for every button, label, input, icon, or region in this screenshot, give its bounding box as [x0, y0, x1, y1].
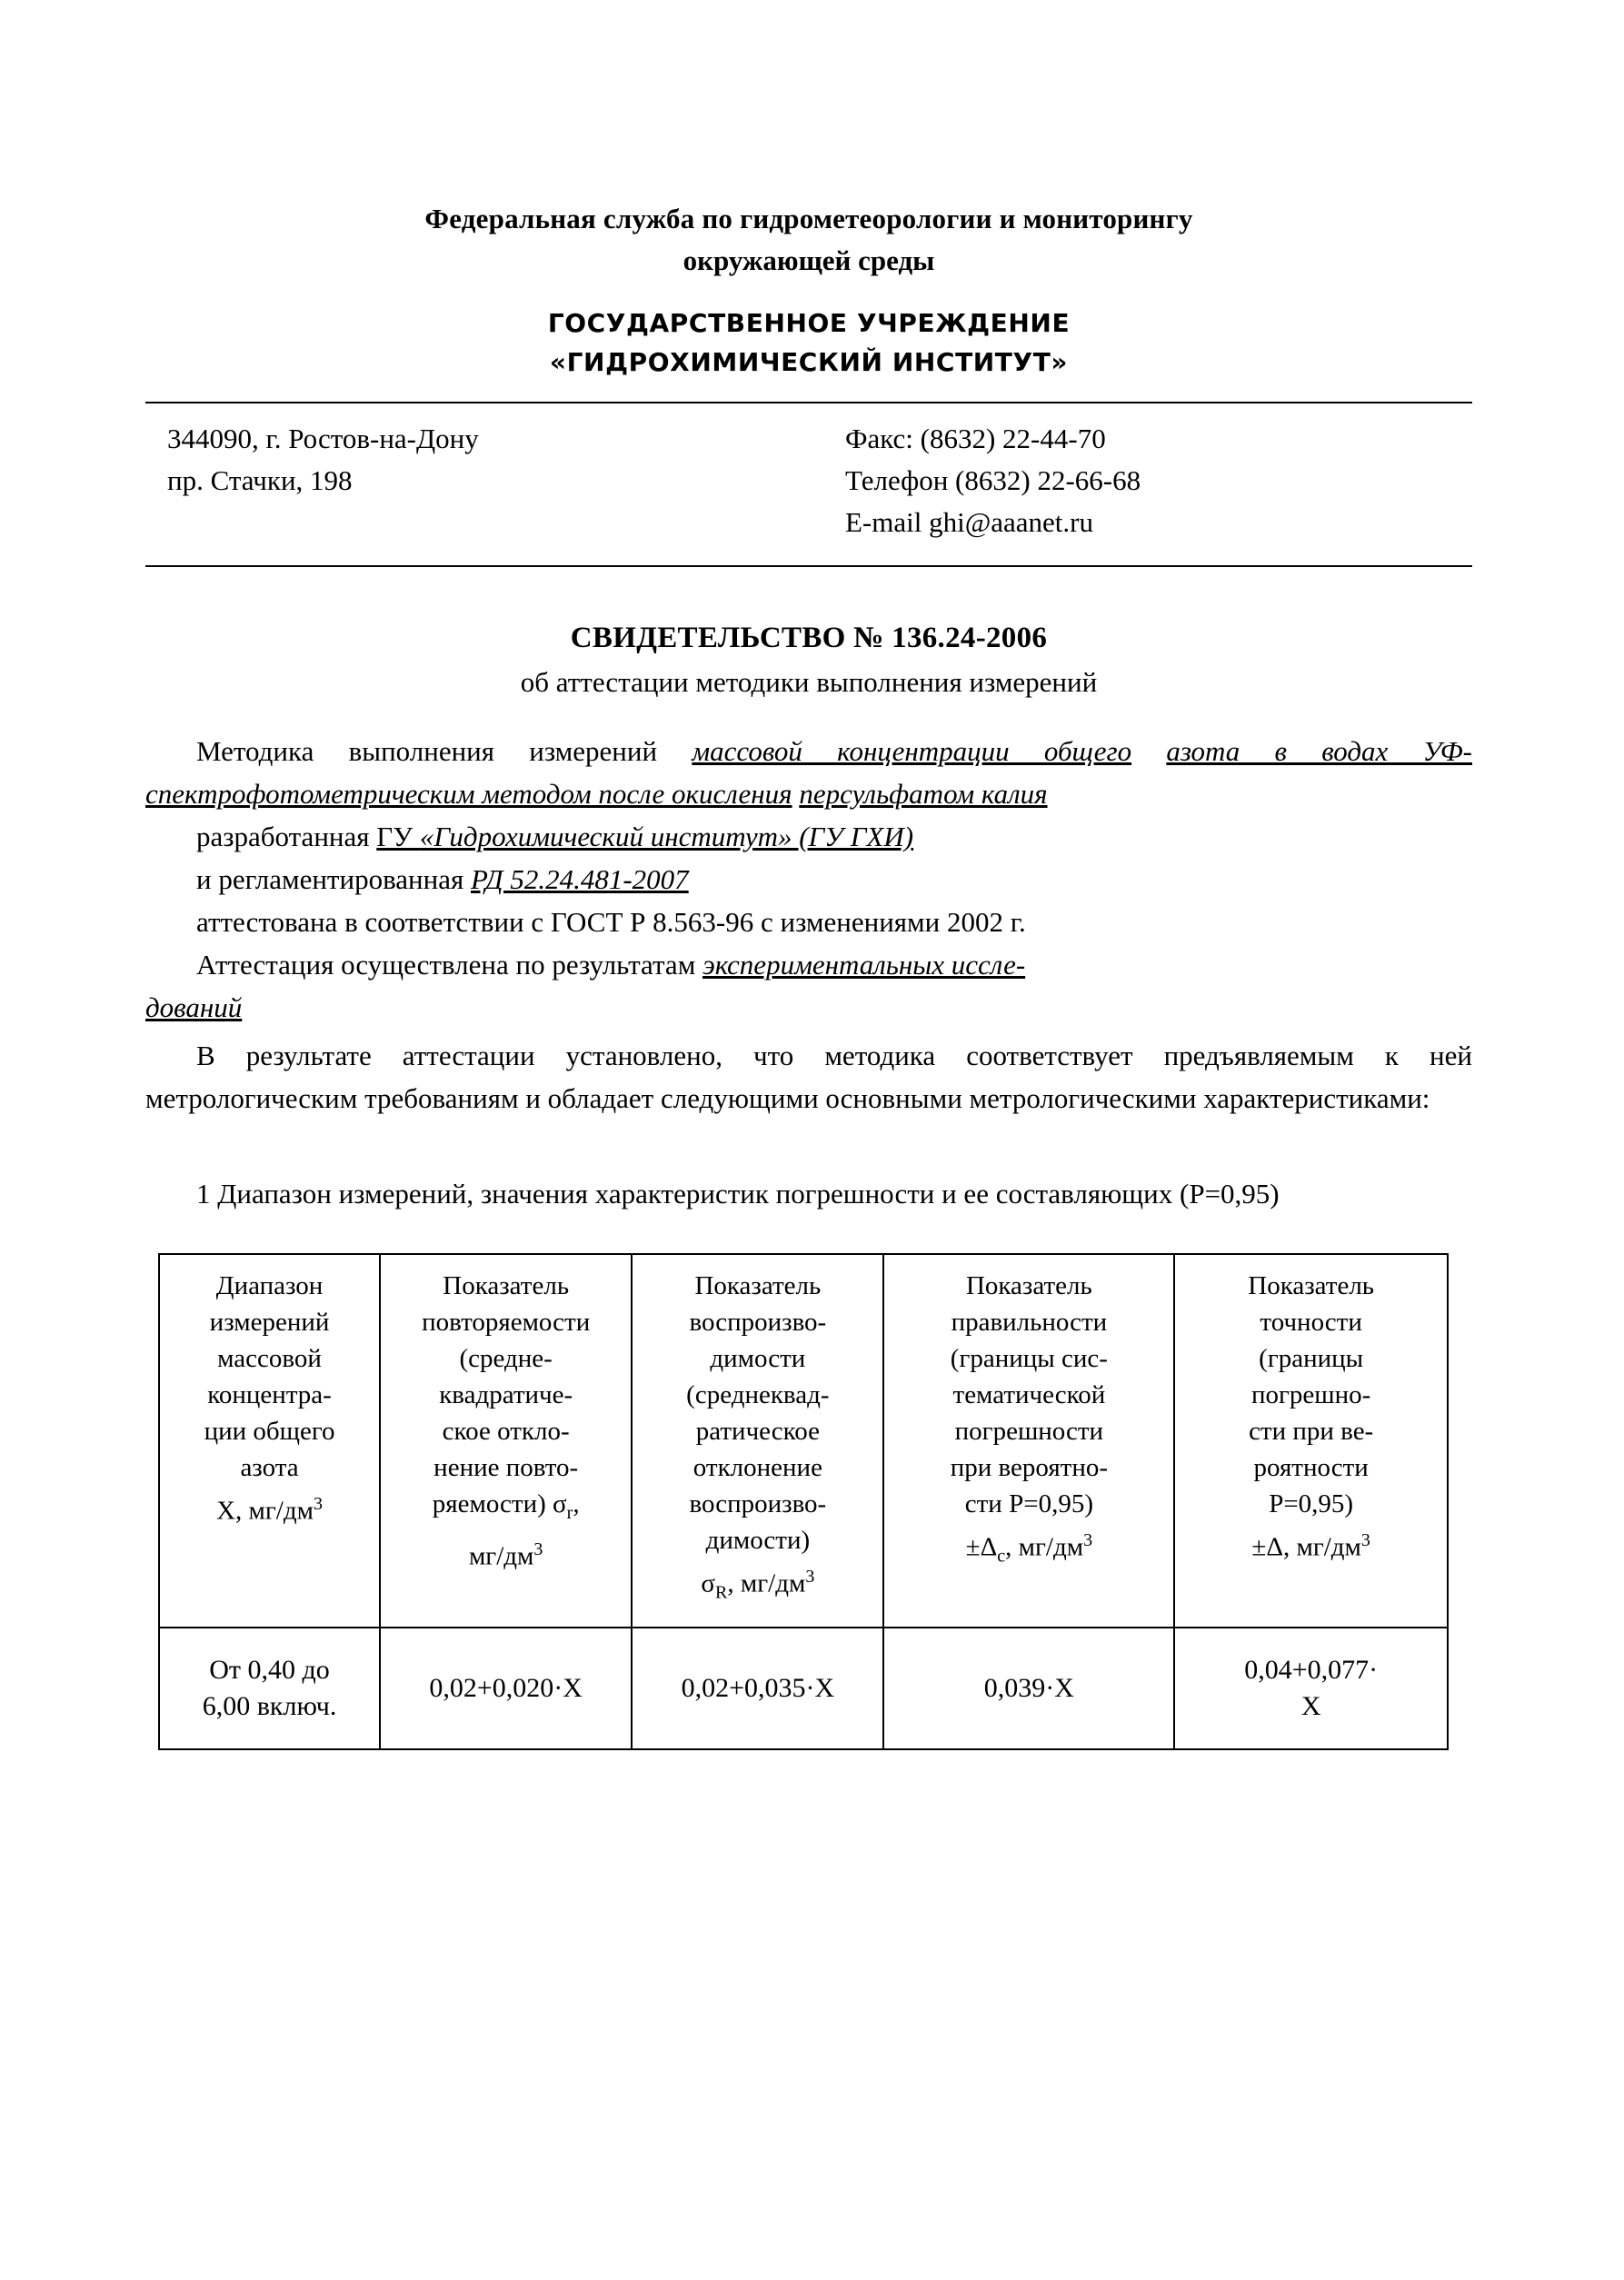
intro-underlined-2: азота в водах УФ-спектрофотометрическим методом после окисления: [145, 735, 1472, 810]
cell-accuracy-value: [1174, 1628, 1448, 1749]
range-line-2: измерений: [209, 1308, 330, 1337]
cell-reproducibility-value: 0,02+0,035·Х: [632, 1628, 883, 1749]
accuracy-line-5: сти при ве-: [1249, 1417, 1374, 1446]
postal-address: [145, 418, 709, 543]
repro-unit: $\sigma_R$, $мг/дм^3$: [701, 1567, 815, 1603]
phone-number: Телефон (8632) 22-66-68: [845, 464, 1141, 496]
header-cell-accuracy: [1174, 1254, 1448, 1628]
correct-line-6: при вероятно-: [950, 1453, 1109, 1482]
repeat-sigma-line: ряемости) $\sigma_r$,: [432, 1489, 580, 1523]
address-line-2: пр. Стачки, 198: [167, 464, 353, 496]
metrological-characteristics-table: [158, 1253, 1449, 1750]
repro-line-6: отклонение: [692, 1453, 822, 1482]
repro-sigma-sub: R: [715, 1582, 728, 1603]
repeat-line-1: Показатель: [443, 1271, 570, 1300]
range-unit-sup: 3: [313, 1494, 323, 1514]
telecom-details: [709, 418, 1472, 543]
attestation-basis-line: [145, 943, 1472, 986]
accuracy-line-1: Показатель: [1248, 1271, 1375, 1300]
range-line-1: Диапазон: [215, 1271, 324, 1300]
repeat-line-5: нение повто-: [433, 1453, 579, 1482]
cell-repeatability-value: 0,02+0,020·Х: [380, 1628, 632, 1749]
correct-line-2: правильности: [951, 1308, 1108, 1337]
correct-line-3: (границы сис-: [950, 1344, 1108, 1373]
range-line-5: ции общего: [204, 1417, 335, 1446]
accuracy-line-4: погрешно-: [1251, 1380, 1371, 1409]
org-line-2: окружающей среды: [682, 244, 935, 276]
repro-line-1: Показатель: [694, 1271, 822, 1300]
accuracy-line-7: Р=0,95): [1269, 1489, 1354, 1518]
range-line-3: массовой: [217, 1344, 322, 1373]
table-header-row: [159, 1254, 1448, 1628]
regulated-label: и регламентированная: [196, 863, 472, 895]
document-content: [145, 0, 1472, 1750]
certificate-title: СВИДЕТЕЛЬСТВО № 136.24-2006: [570, 622, 1048, 654]
accuracy-line-6: роятности: [1253, 1453, 1369, 1482]
accuracy-value-line-2: Х: [1300, 1691, 1321, 1722]
contact-block: [145, 403, 1472, 549]
attestation-basis-plain: Аттестация осуществлена по результатам: [196, 949, 703, 981]
regulated-by-line: [145, 858, 1472, 901]
regulated-value: РД 52.24.481-2007: [471, 863, 689, 895]
repeat-unit: $мг/дм^3$: [468, 1538, 543, 1571]
repro-unit-sup: 3: [805, 1567, 815, 1587]
address-line-1: 344090, г. Ростов-на-Дону: [167, 423, 479, 454]
attestation-basis-underlined-1: экспериментальных иссле-: [702, 949, 1026, 981]
repeat-line-2: повторяемости (средне-: [422, 1308, 591, 1373]
email-address: E-mail ghi@aaanet.ru: [845, 506, 1093, 538]
correct-unit: $\pm\Delta_с$, $мг/дм^3$: [965, 1530, 1093, 1567]
intro-paragraph: [145, 730, 1472, 815]
repro-line-8: димости): [705, 1526, 811, 1555]
institution-line-2: «ГИДРОХИМИЧЕСКИЙ ИНСТИТУТ»: [549, 347, 1069, 377]
repeat-line-4: ское откло-: [442, 1417, 570, 1446]
intro-underlined-1: массовой концентрации общего: [692, 735, 1132, 767]
range-line-4: концентра-: [207, 1380, 332, 1409]
repro-line-2: воспроизво-: [689, 1308, 827, 1337]
correct-delta-sub: с: [997, 1546, 1006, 1567]
repro-line-7: воспроизво-: [689, 1489, 827, 1518]
accuracy-unit: ±Δ, $мг/дм^3$: [1251, 1530, 1370, 1562]
developed-by-line: [145, 815, 1472, 858]
fax-number: Факс: (8632) 22-44-70: [845, 423, 1106, 454]
header-divider-bottom: [145, 565, 1472, 567]
repro-line-4: (среднеквад-: [686, 1380, 830, 1409]
attestation-basis-continuation: [145, 986, 1472, 1029]
table-row: [159, 1628, 1448, 1749]
intro-underlined-3: персульфатом калия: [799, 778, 1048, 810]
range-value-line-1: От 0,40 до: [209, 1655, 330, 1686]
correct-line-5: погрешности: [954, 1417, 1104, 1446]
header-cell-reproducibility: [632, 1254, 883, 1628]
range-value-line-2: 6,00 включ.: [202, 1691, 337, 1722]
org-line-1: Федеральная служба по гидрометеорологии и мониторингу: [424, 203, 1193, 234]
repro-line-3: димости: [710, 1344, 806, 1373]
accuracy-value-line-1: 0,04+0,077·: [1244, 1655, 1379, 1686]
repeat-line-3: квадратиче-: [439, 1380, 573, 1409]
intro-plain-text: Методика выполнения измерений: [196, 735, 692, 767]
repeat-unit-sup: 3: [533, 1538, 543, 1559]
header-cell-repeatability: [380, 1254, 632, 1628]
header-cell-range: [159, 1254, 380, 1628]
institution-line-1: ГОСУДАРСТВЕННОЕ УЧРЕЖДЕНИЕ: [547, 308, 1071, 338]
section-1-heading: 1 Диапазон измерений, значения характеристик погрешности и ее составляющих (Р=0,95): [196, 1178, 1280, 1210]
developed-value-italic: «Гидрохимический институт» (ГУ ГХИ): [419, 821, 914, 852]
repro-line-5: ратическое: [695, 1417, 820, 1446]
developed-label: разработанная: [196, 821, 377, 852]
attested-line: аттестована в соответствии с ГОСТ Р 8.563-96 с изменениями 2002 г.: [196, 906, 1026, 938]
developed-value-plain: ГУ: [376, 821, 420, 852]
range-unit: Х, $мг/дм^3$: [216, 1494, 323, 1526]
range-line-6: азота: [240, 1453, 299, 1482]
accuracy-unit-sup: 3: [1360, 1530, 1370, 1550]
header-cell-correctness: [883, 1254, 1174, 1628]
correct-line-1: Показатель: [965, 1271, 1092, 1300]
correct-line-7: сти Р=0,95): [964, 1489, 1093, 1518]
accuracy-line-2: точности: [1260, 1308, 1362, 1337]
repeat-sigma-sub: r: [566, 1502, 573, 1523]
cell-correctness-value: 0,039·Х: [883, 1628, 1174, 1749]
result-paragraph: В результате аттестации установлено, что методика соответствует предъявляемым к ней метрологическим требованиям и обладает следующими основными метрологическими характеристиками:: [145, 1040, 1472, 1114]
cell-range-value: [159, 1628, 380, 1749]
correct-line-4: тематической: [952, 1380, 1106, 1409]
institution-name: [145, 304, 1472, 382]
certificate-subtitle: об аттестации методики выполнения измерений: [520, 666, 1098, 698]
attestation-basis-underlined-2: дований: [145, 991, 243, 1023]
organization-header: [145, 0, 1472, 282]
correct-unit-sup: 3: [1083, 1530, 1093, 1550]
accuracy-line-3: (границы: [1259, 1344, 1364, 1373]
